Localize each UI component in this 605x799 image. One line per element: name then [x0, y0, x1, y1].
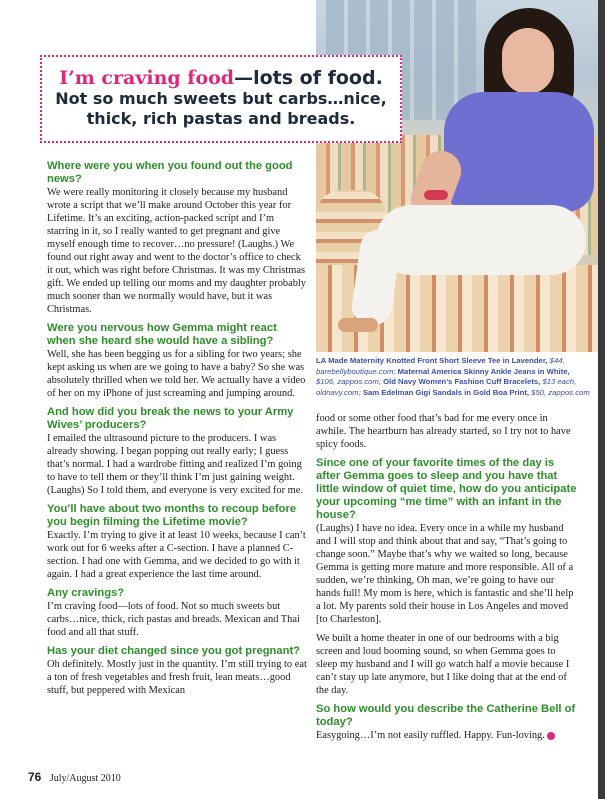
- left-column: [47, 160, 307, 703]
- question: You’ll have about two months to recoup before you begin filming the Lifetime movie?: [47, 503, 297, 528]
- pull-quote-lead: I’m craving food: [59, 67, 235, 89]
- caption-price: $13 each, oldnavy.com;: [316, 377, 577, 397]
- answer: (Laughs) I have no idea. Every once in a while my husband and I will stop and think about that and say, “That’s going to change soon.” Maybe that’s why we waited so long, because Gemma is getting more mature and more responsible. All of a sudden, we’re thinking, Oh man, we’re going to have our hands full! My mom is here, which is fantastic and she’ll help a lot. My parents sold their house in Los Angeles and moved [to Charleston].: [316, 523, 574, 625]
- lavender-top: [444, 92, 594, 212]
- question: Has your diet changed since you got pregnant?: [47, 645, 300, 657]
- sandal: [338, 318, 378, 332]
- issue-date: July/August 2010: [49, 773, 121, 784]
- caption-item: Maternal America Skinny Ankle Jeans in White,: [395, 366, 570, 376]
- pull-quote-lead-rest: —lots of food.: [234, 67, 383, 89]
- answer: [316, 729, 578, 742]
- question: Where were you when you found out the good news?: [47, 160, 293, 185]
- pull-quote-line2: Not so much sweets but carbs…nice,: [55, 89, 387, 108]
- page-edge: [598, 0, 605, 799]
- answer: We were really monitoring it closely because my husband wrote a script that we’ll make around October this year for Lifetime. It’s an exciting, action-packed script and I’m starring in it, so I really wanted to get pregnant and give myself enough time to recover…no pressure! (Laughs.) We found out right away and went to the doctor’s office to check it out, which was right before Christmas. It was my Christmas gift. We ended up telling our moms and my daughter probably much sooner than we normally would have, but it was Christmas.: [47, 187, 306, 315]
- face: [502, 28, 554, 94]
- answer: I’m craving food—lots of food. Not so much sweets but carbs…nice, thick, rich pastas and breads. Mexican and Thai food and all that stuff.: [47, 601, 300, 638]
- caption-price: $50, zappos.com: [529, 387, 590, 397]
- answer: We built a home theater in one of our bedrooms with a big screen and loud booming sound, so when Gemma goes to sleep my husband and I will go watch half a movie because I can’t stay up late anymore, but I like doing that at the end of the day.: [316, 633, 570, 696]
- caption-item: Old Navy Women’s Fashion Cuff Bracelets,: [380, 377, 541, 386]
- pull-quote: [40, 55, 402, 143]
- pull-quote-line3: thick, rich pastas and breads.: [86, 109, 356, 128]
- page-number: 76: [28, 770, 42, 784]
- answer: Exactly. I’m trying to give it at least 10 weeks, because I can’t work out for 6 weeks after a C-section. I have a planned C-section. I had one with Gemma, and we decided to go with it again. I had a great experience the last time around.: [47, 530, 306, 580]
- answer: Oh definitely. Mostly just in the quantity. I’m still trying to eat a ton of fresh vegetables and fresh fruit, lean meats…good stuff, but peppered with Mexican: [47, 659, 307, 696]
- answer: I emailed the ultrasound picture to the producers. I was already showing. I began popping out really early; I guess that’s normal. I had a wardrobe fitting and realized I’m going to have to tell them or they’ll think I’m just gaining weight. (Laughs) So I told them, and everyone is very excited for me.: [47, 433, 303, 496]
- caption-price: $106, zappos.com;: [316, 377, 381, 386]
- question: Any cravings?: [47, 587, 125, 599]
- answer-text: Easygoing…I’m not easily ruffled. Happy. Fun-loving.: [316, 730, 545, 741]
- question: And how did you break the news to your Army Wives’ producers?: [47, 406, 294, 431]
- cover-photo: [316, 0, 605, 352]
- white-jeans: [376, 205, 586, 275]
- caption-price: $44, barebellyboutique.com;: [316, 356, 565, 376]
- page-footer: [28, 770, 121, 784]
- caption-item: LA Made Maternity Knotted Front Short Sleeve Tee in Lavender,: [316, 356, 548, 365]
- end-mark-icon: [547, 732, 555, 740]
- pull-quote-line1: [42, 67, 400, 89]
- question: Were you nervous how Gemma might react when she heard she would have a sibling?: [47, 322, 277, 347]
- caption-item: Sam Edelman Gigi Sandals in Gold Boa Print,: [360, 387, 530, 397]
- question: So how would you describe the Catherine Bell of today?: [316, 703, 576, 728]
- answer-continuation: food or some other food that’s bad for me every once in awhile. The heartburn has already started, so I try not to have spicy foods.: [316, 413, 571, 450]
- right-column: [316, 412, 578, 748]
- bracelet: [424, 190, 448, 200]
- question: Since one of your favorite times of the day is after Gemma goes to sleep and you have that little window of quiet time, how do you anticipate your upcoming “me time” with an infant in the house?: [316, 457, 577, 521]
- photo-caption: [316, 356, 591, 398]
- answer: Well, she has been begging us for a sibling for two years; she kept asking us when are we going to have a baby? So she was absolutely thrilled when we told her. We actually have a video of her on my iPhone of just screaming and jumping around.: [47, 349, 306, 399]
